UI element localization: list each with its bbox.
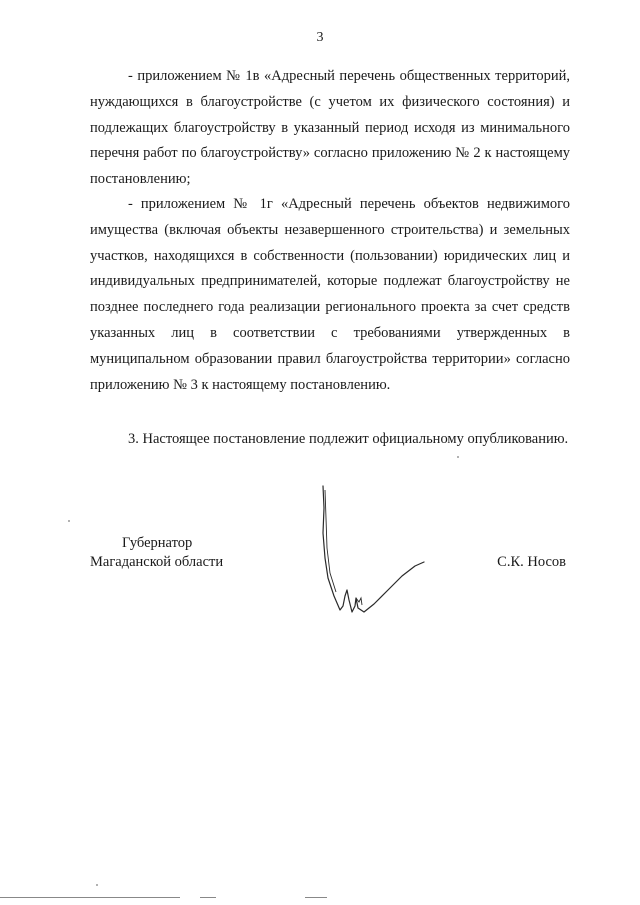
footer-rule <box>305 897 327 898</box>
footer-rule <box>200 897 216 898</box>
scan-speck <box>457 456 459 458</box>
scan-speck <box>68 520 70 522</box>
handwritten-signature <box>312 478 442 628</box>
signatory-name: С.К. Носов <box>497 554 566 570</box>
paragraph-appendix-1v: - приложением № 1в «Адресный перечень общественных территорий, нуждающихся в благоустройстве (с учетом их физического состояния) и подлежащих благоустройству в указанный период исходя из минимального перечня работ по благоустройству» согласно приложению № 2 к настоящему постановлению; <box>90 68 570 188</box>
footer-rule <box>0 897 180 898</box>
signatory-title-line1: Губернатор <box>122 535 193 551</box>
paragraph-appendix-1g: - приложением № 1г «Адресный перечень объектов недвижимого имущества (включая объекты незавершенного строительства) и земельных участков, находящихся в собственности (пользовании) юридических лиц и индивидуальных предпринимателей, которые подлежат благоустройству не позднее последнего года реализации регионального проекта за счет средств указанных лиц в соответствии с требованиями утвержденных в муниципальном образовании правил благоустройства территории» согласно приложению № 3 к настоящему постановлению. <box>90 196 570 393</box>
scan-speck <box>96 884 98 886</box>
signatory-title <box>90 534 223 572</box>
signatory-title-line2: Магаданской области <box>90 554 224 570</box>
paragraph-publication: 3. Настоящее постановление подлежит официальному опубликованию. <box>128 431 569 447</box>
page-number: 3 <box>316 30 324 45</box>
